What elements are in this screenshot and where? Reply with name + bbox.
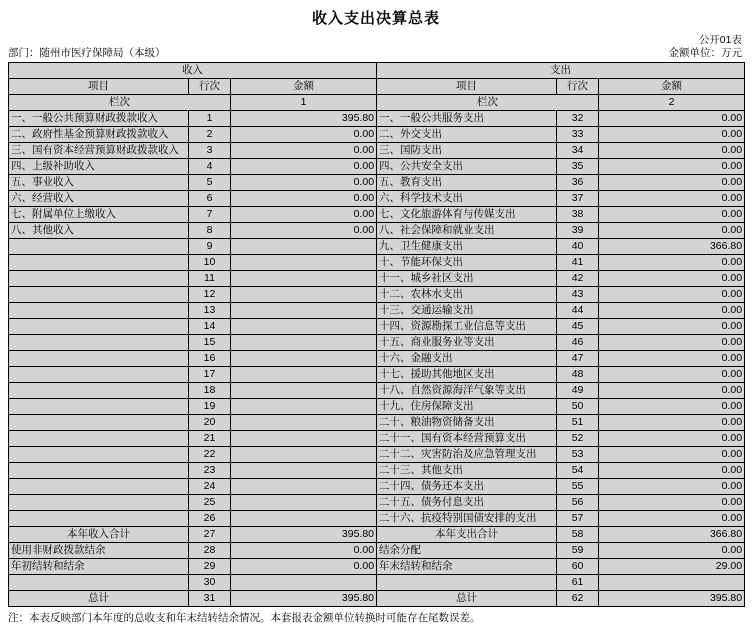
income-rowno-cell: 29 [189, 559, 231, 575]
expense-amount-cell: 0.00 [599, 143, 745, 159]
expense-amount-cell: 0.00 [599, 415, 745, 431]
expense-amount-cell: 0.00 [599, 463, 745, 479]
table-row [9, 495, 745, 511]
department-label: 部门：随州市医疗保障局（本级） [8, 47, 166, 59]
income-amount-cell: 395.80 [231, 527, 377, 543]
expense-item-cell: 十六、金融支出 [377, 351, 557, 367]
income-amount-cell [231, 575, 377, 591]
income-item-cell: 本年收入合计 [9, 527, 189, 543]
income-item-cell: 总计 [9, 591, 189, 607]
income-amount-cell: 0.00 [231, 159, 377, 175]
income-rowno-cell: 6 [189, 191, 231, 207]
income-rowno-cell: 24 [189, 479, 231, 495]
income-item-cell: 三、国有资本经营预算财政拨款收入 [9, 143, 189, 159]
income-amount-cell [231, 383, 377, 399]
expense-item-cell: 十五、商业服务业等支出 [377, 335, 557, 351]
table-row [9, 479, 745, 495]
expense-rowno-cell: 33 [557, 127, 599, 143]
income-amount-cell [231, 319, 377, 335]
table-row [9, 335, 745, 351]
table-row [9, 383, 745, 399]
form-code: 公开01表 [698, 34, 742, 46]
expense-rowno-cell: 38 [557, 207, 599, 223]
income-item-cell [9, 511, 189, 527]
income-rowno-cell: 20 [189, 415, 231, 431]
income-rowno-header: 行次 [189, 79, 231, 95]
table-row [9, 543, 745, 559]
expense-item-cell: 二十四、债务还本支出 [377, 479, 557, 495]
income-amount-cell [231, 335, 377, 351]
expense-item-cell: 十二、农林水支出 [377, 287, 557, 303]
meta-row [8, 47, 744, 62]
income-rowno-cell: 8 [189, 223, 231, 239]
expense-amount-cell: 0.00 [599, 127, 745, 143]
income-amount-cell: 0.00 [231, 223, 377, 239]
expense-item-cell: 二十二、灾害防治及应急管理支出 [377, 447, 557, 463]
income-rowno-cell: 2 [189, 127, 231, 143]
expense-rowno-cell: 55 [557, 479, 599, 495]
income-item-cell [9, 463, 189, 479]
expense-item-cell: 七、文化旅游体育与传媒支出 [377, 207, 557, 223]
table-column-number-row [9, 95, 745, 111]
expense-rowno-cell: 41 [557, 255, 599, 271]
table-row [9, 319, 745, 335]
expense-amount-cell: 366.80 [599, 527, 745, 543]
expense-rowno-cell: 57 [557, 511, 599, 527]
expense-amount-header: 金额 [599, 79, 745, 95]
expense-item-cell: 总计 [377, 591, 557, 607]
table-row [9, 207, 745, 223]
expense-rowno-cell: 59 [557, 543, 599, 559]
income-amount-cell [231, 431, 377, 447]
income-item-cell: 七、附属单位上缴收入 [9, 207, 189, 223]
income-rowno-cell: 11 [189, 271, 231, 287]
expense-amount-cell: 0.00 [599, 303, 745, 319]
income-rowno-cell: 18 [189, 383, 231, 399]
expense-amount-cell: 0.00 [599, 255, 745, 271]
income-rowno-cell: 31 [189, 591, 231, 607]
income-amount-cell: 0.00 [231, 559, 377, 575]
expense-item-cell: 一、一般公共服务支出 [377, 111, 557, 127]
income-rowno-cell: 9 [189, 239, 231, 255]
expense-rowno-cell: 53 [557, 447, 599, 463]
expense-rowno-cell: 37 [557, 191, 599, 207]
income-amount-cell: 0.00 [231, 127, 377, 143]
income-item-cell [9, 479, 189, 495]
income-rowno-cell: 22 [189, 447, 231, 463]
table-row [9, 399, 745, 415]
expense-amount-cell: 0.00 [599, 367, 745, 383]
expense-rowno-cell: 62 [557, 591, 599, 607]
table-row [9, 175, 745, 191]
expense-rowno-cell: 48 [557, 367, 599, 383]
income-item-cell: 年初结转和结余 [9, 559, 189, 575]
income-item-cell [9, 383, 189, 399]
expense-amount-cell: 0.00 [599, 431, 745, 447]
table-row [9, 527, 745, 543]
income-item-cell [9, 431, 189, 447]
expense-rowno-cell: 35 [557, 159, 599, 175]
income-item-cell [9, 367, 189, 383]
expense-item-cell: 结余分配 [377, 543, 557, 559]
expense-item-cell: 二十一、国有资本经营预算支出 [377, 431, 557, 447]
expense-item-cell [377, 575, 557, 591]
expense-item-cell: 六、科学技术支出 [377, 191, 557, 207]
page-title: 收入支出决算总表 [311, 10, 440, 27]
income-amount-cell: 395.80 [231, 111, 377, 127]
expense-item-cell: 四、公共安全支出 [377, 159, 557, 175]
income-amount-cell [231, 447, 377, 463]
income-amount-cell [231, 463, 377, 479]
expense-rowno-cell: 52 [557, 431, 599, 447]
expense-amount-cell: 0.00 [599, 479, 745, 495]
expense-amount-cell: 0.00 [599, 175, 745, 191]
income-amount-cell [231, 479, 377, 495]
income-amount-cell [231, 287, 377, 303]
expense-rowno-cell: 58 [557, 527, 599, 543]
income-amount-cell [231, 415, 377, 431]
table-row [9, 559, 745, 575]
table-row [9, 351, 745, 367]
income-amount-cell: 0.00 [231, 207, 377, 223]
expense-item-cell: 二十、粮油物资储备支出 [377, 415, 557, 431]
expense-amount-cell: 29.00 [599, 559, 745, 575]
expense-rowno-cell: 34 [557, 143, 599, 159]
income-rowno-cell: 15 [189, 335, 231, 351]
form-code-row [8, 34, 744, 47]
table-row [9, 447, 745, 463]
expense-item-cell: 三、国防支出 [377, 143, 557, 159]
income-rowno-cell: 10 [189, 255, 231, 271]
income-amount-cell: 0.00 [231, 543, 377, 559]
income-item-cell [9, 303, 189, 319]
table-row [9, 255, 745, 271]
income-amount-cell [231, 399, 377, 415]
income-item-cell [9, 271, 189, 287]
income-amount-cell [231, 495, 377, 511]
expense-item-cell: 十、节能环保支出 [377, 255, 557, 271]
expense-rowno-cell: 40 [557, 239, 599, 255]
income-amount-cell [231, 239, 377, 255]
expense-rowno-cell: 46 [557, 335, 599, 351]
income-item-header: 项目 [9, 79, 189, 95]
expense-item-cell: 二十六、抗疫特别国债安排的支出 [377, 511, 557, 527]
expense-item-cell: 二十三、其他支出 [377, 463, 557, 479]
income-rowno-cell: 13 [189, 303, 231, 319]
table-row [9, 239, 745, 255]
expense-item-cell: 五、教育支出 [377, 175, 557, 191]
income-rowno-cell: 28 [189, 543, 231, 559]
income-rowno-cell: 5 [189, 175, 231, 191]
expense-amount-cell: 0.00 [599, 271, 745, 287]
expense-rowno-cell: 47 [557, 351, 599, 367]
expense-amount-cell: 0.00 [599, 511, 745, 527]
expense-column-number: 2 [599, 95, 745, 111]
expense-amount-cell: 0.00 [599, 351, 745, 367]
expense-amount-cell: 0.00 [599, 383, 745, 399]
expense-amount-cell: 0.00 [599, 287, 745, 303]
income-item-cell [9, 335, 189, 351]
income-item-cell: 八、其他收入 [9, 223, 189, 239]
expense-amount-cell: 0.00 [599, 335, 745, 351]
footnote: 注：本表反映部门本年度的总收支和年末结转结余情况。本套报表金额单位转换时可能存在尾数误差。 [8, 612, 481, 624]
income-amount-cell [231, 271, 377, 287]
table-row [9, 143, 745, 159]
income-rowno-cell: 7 [189, 207, 231, 223]
expense-rowno-cell: 32 [557, 111, 599, 127]
expense-rowno-cell: 44 [557, 303, 599, 319]
income-rowno-cell: 3 [189, 143, 231, 159]
income-column-label: 栏次 [9, 95, 231, 111]
expense-rowno-cell: 51 [557, 415, 599, 431]
income-rowno-cell: 12 [189, 287, 231, 303]
expense-rowno-cell: 60 [557, 559, 599, 575]
income-rowno-cell: 1 [189, 111, 231, 127]
table-row [9, 463, 745, 479]
expense-column-label: 栏次 [377, 95, 599, 111]
expense-item-cell: 二十五、债务付息支出 [377, 495, 557, 511]
expense-item-cell: 十三、交通运输支出 [377, 303, 557, 319]
expense-amount-cell: 395.80 [599, 591, 745, 607]
income-amount-cell [231, 255, 377, 271]
expense-rowno-cell: 50 [557, 399, 599, 415]
expense-amount-cell: 0.00 [599, 111, 745, 127]
income-item-cell [9, 399, 189, 415]
table-row [9, 287, 745, 303]
income-amount-cell [231, 511, 377, 527]
expense-rowno-cell: 42 [557, 271, 599, 287]
income-item-cell [9, 319, 189, 335]
expense-item-cell: 十一、城乡社区支出 [377, 271, 557, 287]
expense-item-cell: 二、外交支出 [377, 127, 557, 143]
table-row [9, 111, 745, 127]
expense-rowno-cell: 49 [557, 383, 599, 399]
expense-item-cell: 九、卫生健康支出 [377, 239, 557, 255]
expense-rowno-cell: 54 [557, 463, 599, 479]
table-row [9, 303, 745, 319]
expense-rowno-cell: 36 [557, 175, 599, 191]
expense-item-cell: 十九、住房保障支出 [377, 399, 557, 415]
income-item-cell: 使用非财政拨款结余 [9, 543, 189, 559]
expense-rowno-cell: 39 [557, 223, 599, 239]
income-rowno-cell: 27 [189, 527, 231, 543]
income-rowno-cell: 16 [189, 351, 231, 367]
table-row [9, 415, 745, 431]
table-row [9, 159, 745, 175]
income-rowno-cell: 14 [189, 319, 231, 335]
expense-item-cell: 年末结转和结余 [377, 559, 557, 575]
budget-table [8, 62, 745, 607]
income-amount-cell: 395.80 [231, 591, 377, 607]
table-row [9, 431, 745, 447]
table-row [9, 367, 745, 383]
income-rowno-cell: 17 [189, 367, 231, 383]
table-row [9, 591, 745, 607]
expense-amount-cell: 0.00 [599, 191, 745, 207]
table-row [9, 575, 745, 591]
table-column-header-row [9, 79, 745, 95]
expense-rowno-cell: 45 [557, 319, 599, 335]
income-amount-cell [231, 367, 377, 383]
table-row [9, 511, 745, 527]
table-row [9, 271, 745, 287]
income-rowno-cell: 21 [189, 431, 231, 447]
expense-group-header: 支出 [377, 63, 745, 79]
expense-amount-cell: 0.00 [599, 447, 745, 463]
income-rowno-cell: 4 [189, 159, 231, 175]
income-rowno-cell: 30 [189, 575, 231, 591]
income-rowno-cell: 25 [189, 495, 231, 511]
income-amount-header: 金额 [231, 79, 377, 95]
table-row [9, 127, 745, 143]
table-row [9, 191, 745, 207]
income-group-header: 收入 [9, 63, 377, 79]
income-amount-cell: 0.00 [231, 191, 377, 207]
expense-amount-cell: 0.00 [599, 399, 745, 415]
expense-rowno-cell: 43 [557, 287, 599, 303]
expense-rowno-header: 行次 [557, 79, 599, 95]
expense-amount-cell: 0.00 [599, 223, 745, 239]
table-row [9, 223, 745, 239]
income-column-number: 1 [231, 95, 377, 111]
expense-amount-cell [599, 575, 745, 591]
income-amount-cell: 0.00 [231, 175, 377, 191]
expense-item-cell: 八、社会保障和就业支出 [377, 223, 557, 239]
expense-amount-cell: 0.00 [599, 495, 745, 511]
expense-rowno-cell: 56 [557, 495, 599, 511]
expense-rowno-cell: 61 [557, 575, 599, 591]
expense-amount-cell: 366.80 [599, 239, 745, 255]
income-item-cell: 六、经营收入 [9, 191, 189, 207]
expense-item-cell: 本年支出合计 [377, 527, 557, 543]
income-item-cell [9, 415, 189, 431]
income-item-cell [9, 287, 189, 303]
income-rowno-cell: 19 [189, 399, 231, 415]
income-item-cell: 五、事业收入 [9, 175, 189, 191]
income-item-cell [9, 447, 189, 463]
income-amount-cell: 0.00 [231, 143, 377, 159]
expense-amount-cell: 0.00 [599, 543, 745, 559]
income-item-cell: 二、政府性基金预算财政拨款收入 [9, 127, 189, 143]
income-item-cell [9, 255, 189, 271]
income-item-cell: 一、一般公共预算财政拨款收入 [9, 111, 189, 127]
income-item-cell: 四、上级补助收入 [9, 159, 189, 175]
income-amount-cell [231, 303, 377, 319]
income-item-cell [9, 351, 189, 367]
expense-item-header: 项目 [377, 79, 557, 95]
expense-item-cell: 十七、援助其他地区支出 [377, 367, 557, 383]
expense-item-cell: 十四、资源勘探工业信息等支出 [377, 319, 557, 335]
expense-amount-cell: 0.00 [599, 319, 745, 335]
amount-unit-label: 金额单位：万元 [668, 47, 742, 59]
expense-amount-cell: 0.00 [599, 207, 745, 223]
income-rowno-cell: 23 [189, 463, 231, 479]
expense-item-cell: 十八、自然资源海洋气象等支出 [377, 383, 557, 399]
income-item-cell [9, 239, 189, 255]
table-group-header-row [9, 63, 745, 79]
expense-amount-cell: 0.00 [599, 159, 745, 175]
income-item-cell [9, 575, 189, 591]
income-item-cell [9, 495, 189, 511]
income-rowno-cell: 26 [189, 511, 231, 527]
income-amount-cell [231, 351, 377, 367]
